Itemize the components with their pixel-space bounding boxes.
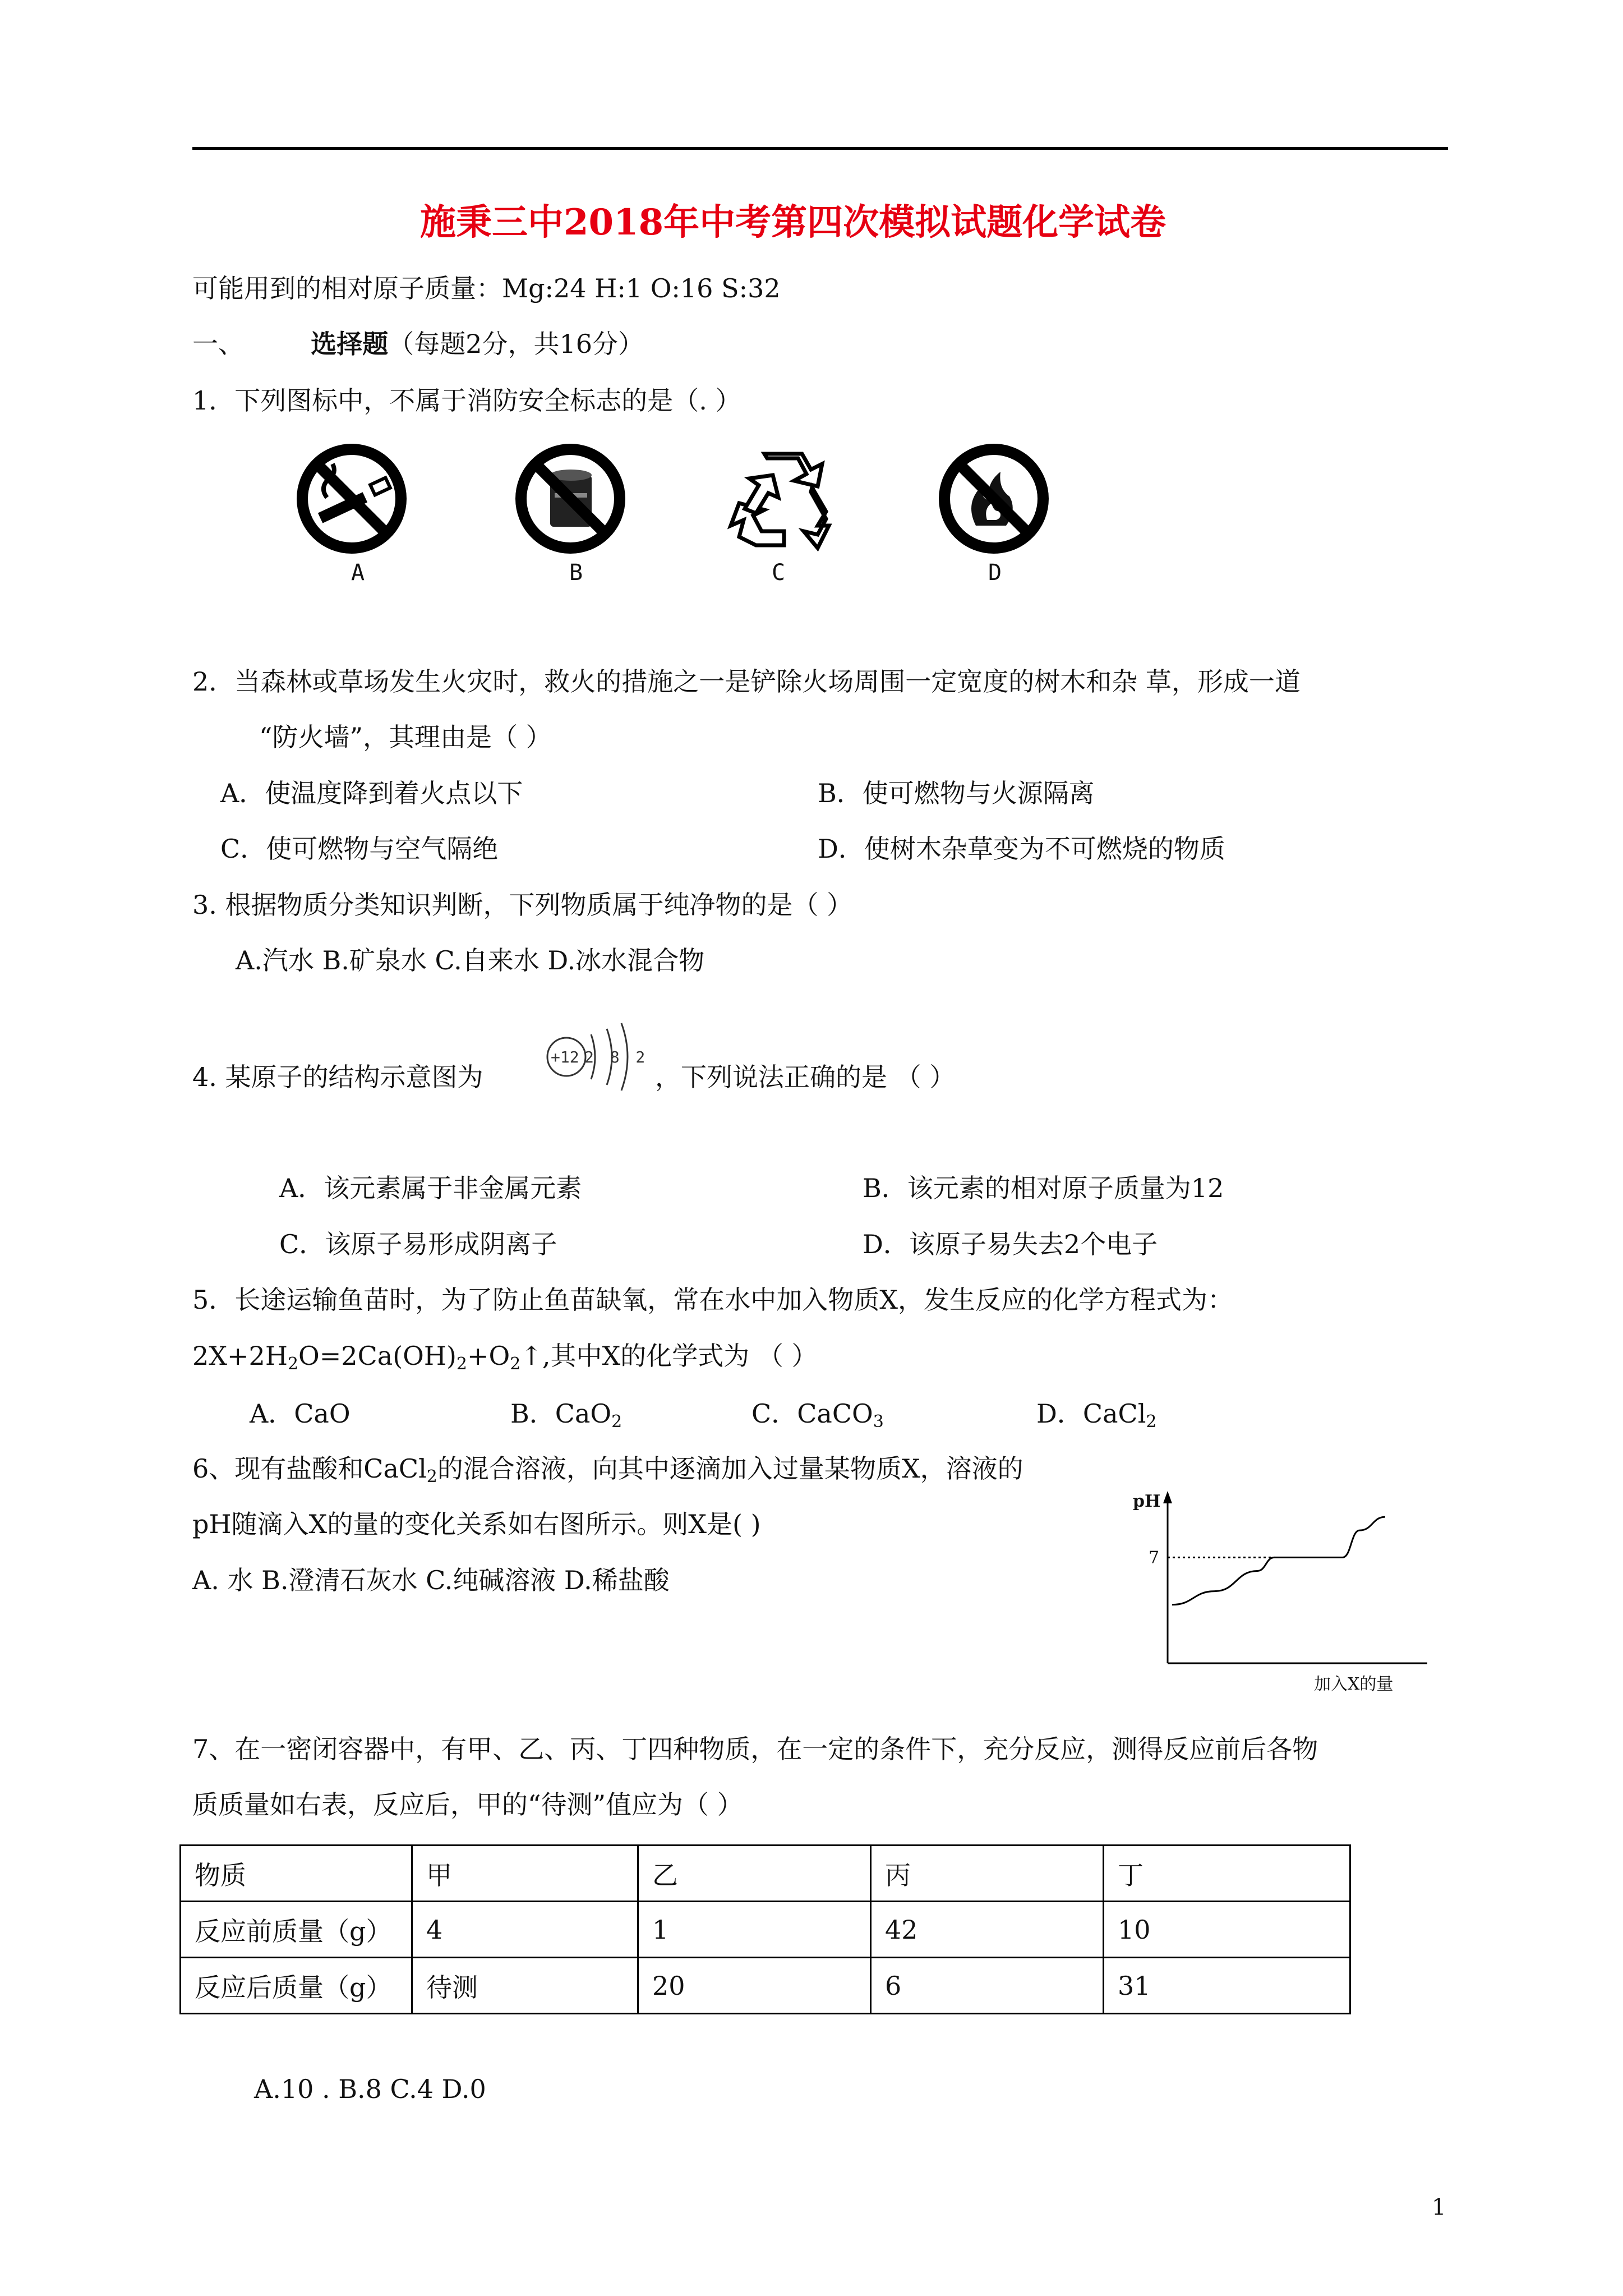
table-cell: 10 (1104, 1902, 1350, 1958)
section-note: （每题2分，共16分） (388, 329, 644, 359)
q6-stem-line2: pH随滴入X的量的变化关系如右图所示。则X是( ) (192, 1509, 761, 1539)
q5-stem-line1: 5．长途运输鱼苗时，为了防止鱼苗缺氧，常在水中加入物质X，发生反应的化学方程式为： (192, 1285, 1234, 1315)
section-number: 一、 (192, 329, 244, 359)
q6-stem-line1-sub: 2 (426, 1467, 437, 1487)
table-cell: 反应前质量（g） (181, 1902, 412, 1958)
q5-equation (192, 1339, 818, 1373)
q4-option-b: B．该元素的相对原子质量为12 (863, 1173, 1224, 1203)
q5-option-c-sub: 3 (873, 1412, 884, 1432)
q5-option-b-sub: 2 (611, 1412, 623, 1432)
q5-eq-sub1: 2 (287, 1354, 299, 1374)
atomic-masses: 可能用到的相对原子质量：Mg:24 H:1 O:16 S:32 (192, 273, 781, 303)
q5-eq-part2: O=2Ca(OH) (298, 1341, 457, 1371)
table-cell: 反应后质量（g） (181, 1958, 412, 2014)
section-title: 选择题 (311, 329, 389, 359)
q7-stem-line2: 质质量如右表，反应后，甲的“待测”值应为（ ） (192, 1789, 743, 1820)
icon-label-d: D (988, 560, 1002, 586)
no-open-flame-icon (937, 441, 1052, 559)
q5-eq-part1: 2X+2H (192, 1341, 288, 1371)
icon-label-c: C (772, 560, 786, 586)
atom-shell-labels: 2 8 2 (584, 1048, 646, 1066)
table-header-cell: 丙 (871, 1846, 1104, 1902)
q5-option-c-text: C．CaCO (751, 1398, 873, 1429)
page-title: 施秉三中2018年中考第四次模拟试题化学试卷 (420, 201, 1166, 243)
q5-option-d (1036, 1397, 1157, 1430)
q2-stem-line2: “防火墙”，其理由是（ ） (259, 722, 552, 752)
atom-structure-diagram (540, 1021, 646, 1119)
table-header-cell: 物质 (181, 1846, 412, 1902)
chart-y-axis-arrow (1163, 1491, 1172, 1503)
q1-stem: 1．下列图标中，不属于消防安全标志的是（. ） (192, 385, 741, 416)
table-row (181, 1958, 1350, 2014)
table-header-row (181, 1846, 1350, 1902)
q5-option-c (751, 1397, 884, 1430)
table-cell: 6 (871, 1958, 1104, 2014)
q4-option-d: D．该原子易失去2个电子 (863, 1229, 1158, 1259)
chart-y-tick-label-7: 7 (1149, 1548, 1160, 1568)
q4-option-c: C．该原子易形成阴离子 (279, 1229, 557, 1259)
q7-stem-line1: 7、在一密闭容器中，有甲、乙、丙、丁四种物质，在一定的条件下，充分反应，测得反应前后各物 (192, 1734, 1318, 1764)
table-header-cell: 丁 (1104, 1846, 1350, 1902)
q6-stem-line1 (192, 1452, 1023, 1485)
icon-label-b: B (569, 560, 583, 586)
q2-option-a: A．使温度降到着火点以下 (220, 778, 523, 808)
q6-stem-line1-a: 6、现有盐酸和CaCl (192, 1453, 427, 1484)
q2-option-d: D．使树木杂草变为不可燃烧的物质 (818, 834, 1225, 864)
q3-options: A.汽水 B.矿泉水 C.自来水 D.冰水混合物 (236, 945, 705, 976)
q6-stem-line1-b: 的混合溶液，向其中逐滴加入过量某物质X，溶液的 (437, 1453, 1023, 1484)
q4-option-a: A．该元素属于非金属元素 (279, 1173, 582, 1203)
icon-label-a: A (351, 560, 365, 586)
header-rule (192, 147, 1448, 150)
q4-stem-after: ，下列说法正确的是 （ ） (655, 1062, 956, 1092)
q5-eq-part3: +O (467, 1341, 510, 1371)
q2-option-b: B．使可燃物与火源隔离 (818, 778, 1095, 808)
recycle-icon (722, 441, 843, 559)
table-cell: 20 (638, 1958, 871, 2014)
table-row (181, 1902, 1350, 1958)
q3-stem: 3. 根据物质分类知识判断，下列物质属于纯净物的是（ ） (192, 890, 853, 920)
q2-option-c: C．使可燃物与空气隔绝 (220, 834, 499, 864)
q5-eq-sub3: 2 (510, 1354, 521, 1374)
ph-chart (1116, 1481, 1430, 1711)
table-cell: 42 (871, 1902, 1104, 1958)
atom-nucleus-label: +12 (551, 1048, 579, 1066)
page-number: 1 (1432, 2194, 1446, 2220)
chart-y-axis-label: pH (1133, 1492, 1161, 1511)
chart-series-line (1172, 1517, 1385, 1605)
q7-options: A.10 . B.8 C.4 D.0 (254, 2074, 486, 2104)
q5-eq-part4: ↑,其中X的化学式为 （ ） (520, 1341, 818, 1371)
mass-table (179, 1844, 1351, 2014)
q6-options: A. 水 B.澄清石灰水 C.纯碱溶液 D.稀盐酸 (192, 1565, 670, 1595)
q5-option-a: A．CaO (250, 1398, 351, 1429)
table-cell: 1 (638, 1902, 871, 1958)
table-header-cell: 甲 (412, 1846, 638, 1902)
table-header-cell: 乙 (638, 1846, 871, 1902)
q2-stem-line1: 2．当森林或草场发生火灾时，救火的措施之一是铲除火场周围一定宽度的树木和杂 草，形成一道 (192, 666, 1301, 697)
section-heading (192, 327, 644, 361)
no-fuel-storage-icon (513, 441, 628, 559)
no-smoking-icon (294, 441, 409, 559)
chart-x-axis-label: 加入X的量 (1314, 1674, 1394, 1694)
q5-option-b-text: B．CaO (510, 1398, 612, 1429)
table-cell: 待测 (412, 1958, 638, 2014)
q4-stem-before: 4. 某原子的结构示意图为 (192, 1062, 483, 1092)
q5-option-d-text: D．CaCl (1036, 1398, 1146, 1429)
q5-option-d-sub: 2 (1146, 1412, 1157, 1432)
q5-eq-sub2: 2 (456, 1354, 468, 1374)
table-cell: 31 (1104, 1958, 1350, 2014)
table-cell: 4 (412, 1902, 638, 1958)
q5-option-b (510, 1397, 622, 1430)
